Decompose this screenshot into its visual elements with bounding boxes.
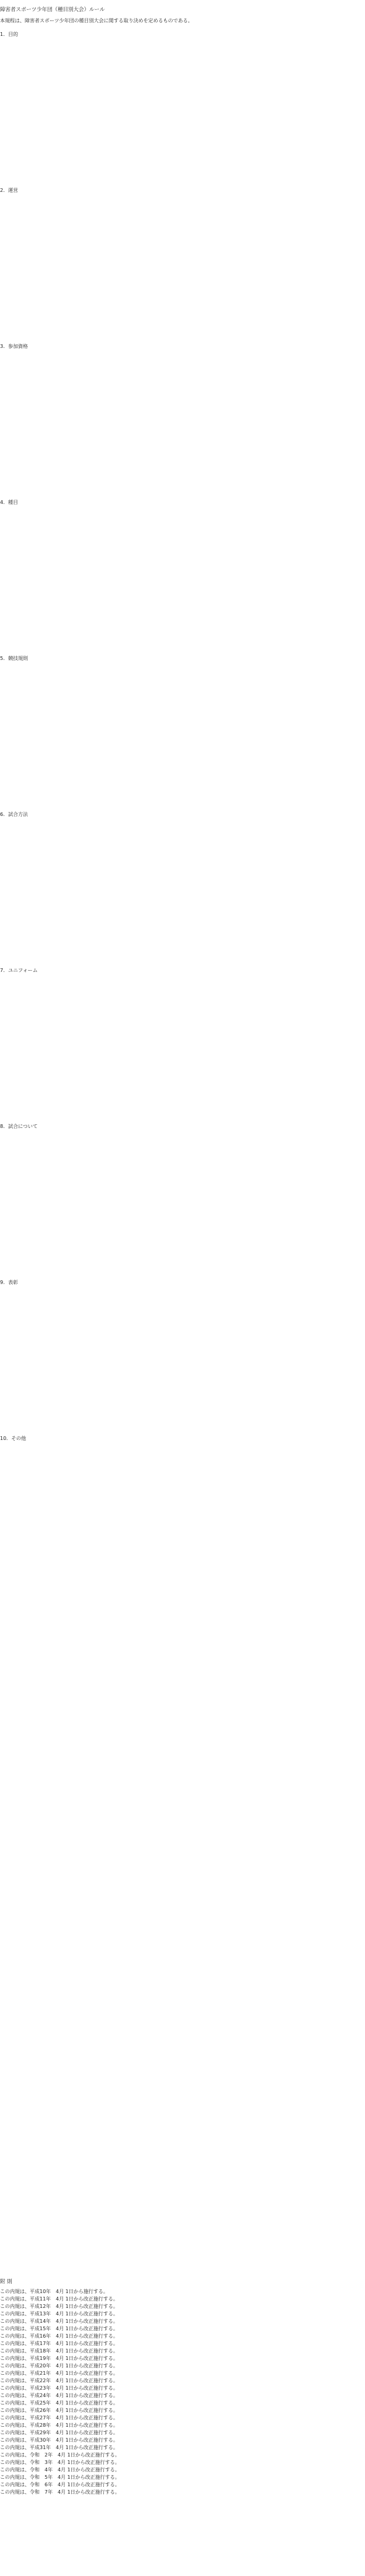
section-heading: 9．表彰 [0, 1280, 19, 1285]
appendix-entry: この内規は、平成16年 4月 1日から改正施行する。 [0, 2333, 118, 2339]
appendix-entry: この内規は、令和 6年 4月 1日から改正施行する。 [0, 2482, 120, 2487]
appendix-entry: この内規は、平成30年 4月 1日から改正施行する。 [0, 2437, 118, 2443]
section-heading: 6．試合方法 [0, 812, 28, 817]
appendix-entry: この内規は、平成28年 4月 1日から改正施行する。 [0, 2422, 118, 2428]
section-heading: 2．運営 [0, 188, 19, 193]
appendix-entry: この内規は、平成20年 4月 1日から改正施行する。 [0, 2363, 118, 2369]
appendix-entry: この内規は、平成11年 4月 1日から改正施行する。 [0, 2296, 118, 2302]
intro-text: 本規程は、障害者スポーツ少年団の種目別大会に関する取り決めを定めるものである。 [0, 18, 193, 24]
appendix-entry: この内規は、令和 7年 4月 1日から改正施行する。 [0, 2489, 120, 2495]
appendix-entry: この内規は、平成17年 4月 1日から改正施行する。 [0, 2341, 118, 2346]
appendix-entry: この内規は、平成13年 4月 1日から改正施行する。 [0, 2311, 118, 2317]
appendix-entry: この内規は、平成27年 4月 1日から改正施行する。 [0, 2415, 118, 2421]
appendix-entry: この内規は、平成19年 4月 1日から改正施行する。 [0, 2356, 118, 2361]
section-heading: 8．試合について [0, 1124, 38, 1129]
section-heading: 4．種目 [0, 500, 19, 505]
appendix-entry: この内規は、平成18年 4月 1日から改正施行する。 [0, 2348, 118, 2354]
document-title: 障害者スポーツ少年団（種目別大会）ルール [0, 7, 105, 13]
appendix-entry: この内規は、平成26年 4月 1日から改正施行する。 [0, 2408, 118, 2413]
appendix-entry: この内規は、平成15年 4月 1日から改正施行する。 [0, 2326, 118, 2331]
appendix-entry: この内規は、平成31年 4月 1日から改正施行する。 [0, 2445, 118, 2450]
appendix-title: 附 則 [0, 2279, 12, 2285]
section-heading: 5．競技規則 [0, 656, 28, 661]
appendix-entry: この内規は、令和 4年 4月 1日から改正施行する。 [0, 2467, 120, 2473]
appendix-entry: この内規は、平成21年 4月 1日から改正施行する。 [0, 2370, 118, 2376]
appendix-entry: この内規は、平成12年 4月 1日から改正施行する。 [0, 2304, 118, 2309]
section-heading: 7．ユニフォーム [0, 968, 38, 973]
appendix-entry: この内規は、平成29年 4月 1日から改正施行する。 [0, 2430, 118, 2435]
appendix-entry: この内規は、平成22年 4月 1日から改正施行する。 [0, 2378, 118, 2383]
appendix-entry: この内規は、令和 2年 4月 1日から改正施行する。 [0, 2452, 120, 2458]
appendix-entry: この内規は、平成25年 4月 1日から改正施行する。 [0, 2400, 118, 2406]
section-heading: 1．目的 [0, 32, 19, 37]
appendix-entry: この内規は、平成24年 4月 1日から改正施行する。 [0, 2393, 118, 2398]
appendix-entry: この内規は、令和 3年 4月 1日から改正施行する。 [0, 2460, 120, 2465]
appendix-entry: この内規は、平成10年 4月 1日から施行する。 [0, 2289, 108, 2294]
appendix-entry: この内規は、平成14年 4月 1日から改正施行する。 [0, 2318, 118, 2324]
section-heading: 3．参加資格 [0, 344, 28, 349]
appendix-entry: この内規は、令和 5年 4月 1日から改正施行する。 [0, 2474, 120, 2480]
section-heading: 10．その他 [0, 1436, 27, 1441]
appendix-entry: この内規は、平成23年 4月 1日から改正施行する。 [0, 2385, 118, 2391]
